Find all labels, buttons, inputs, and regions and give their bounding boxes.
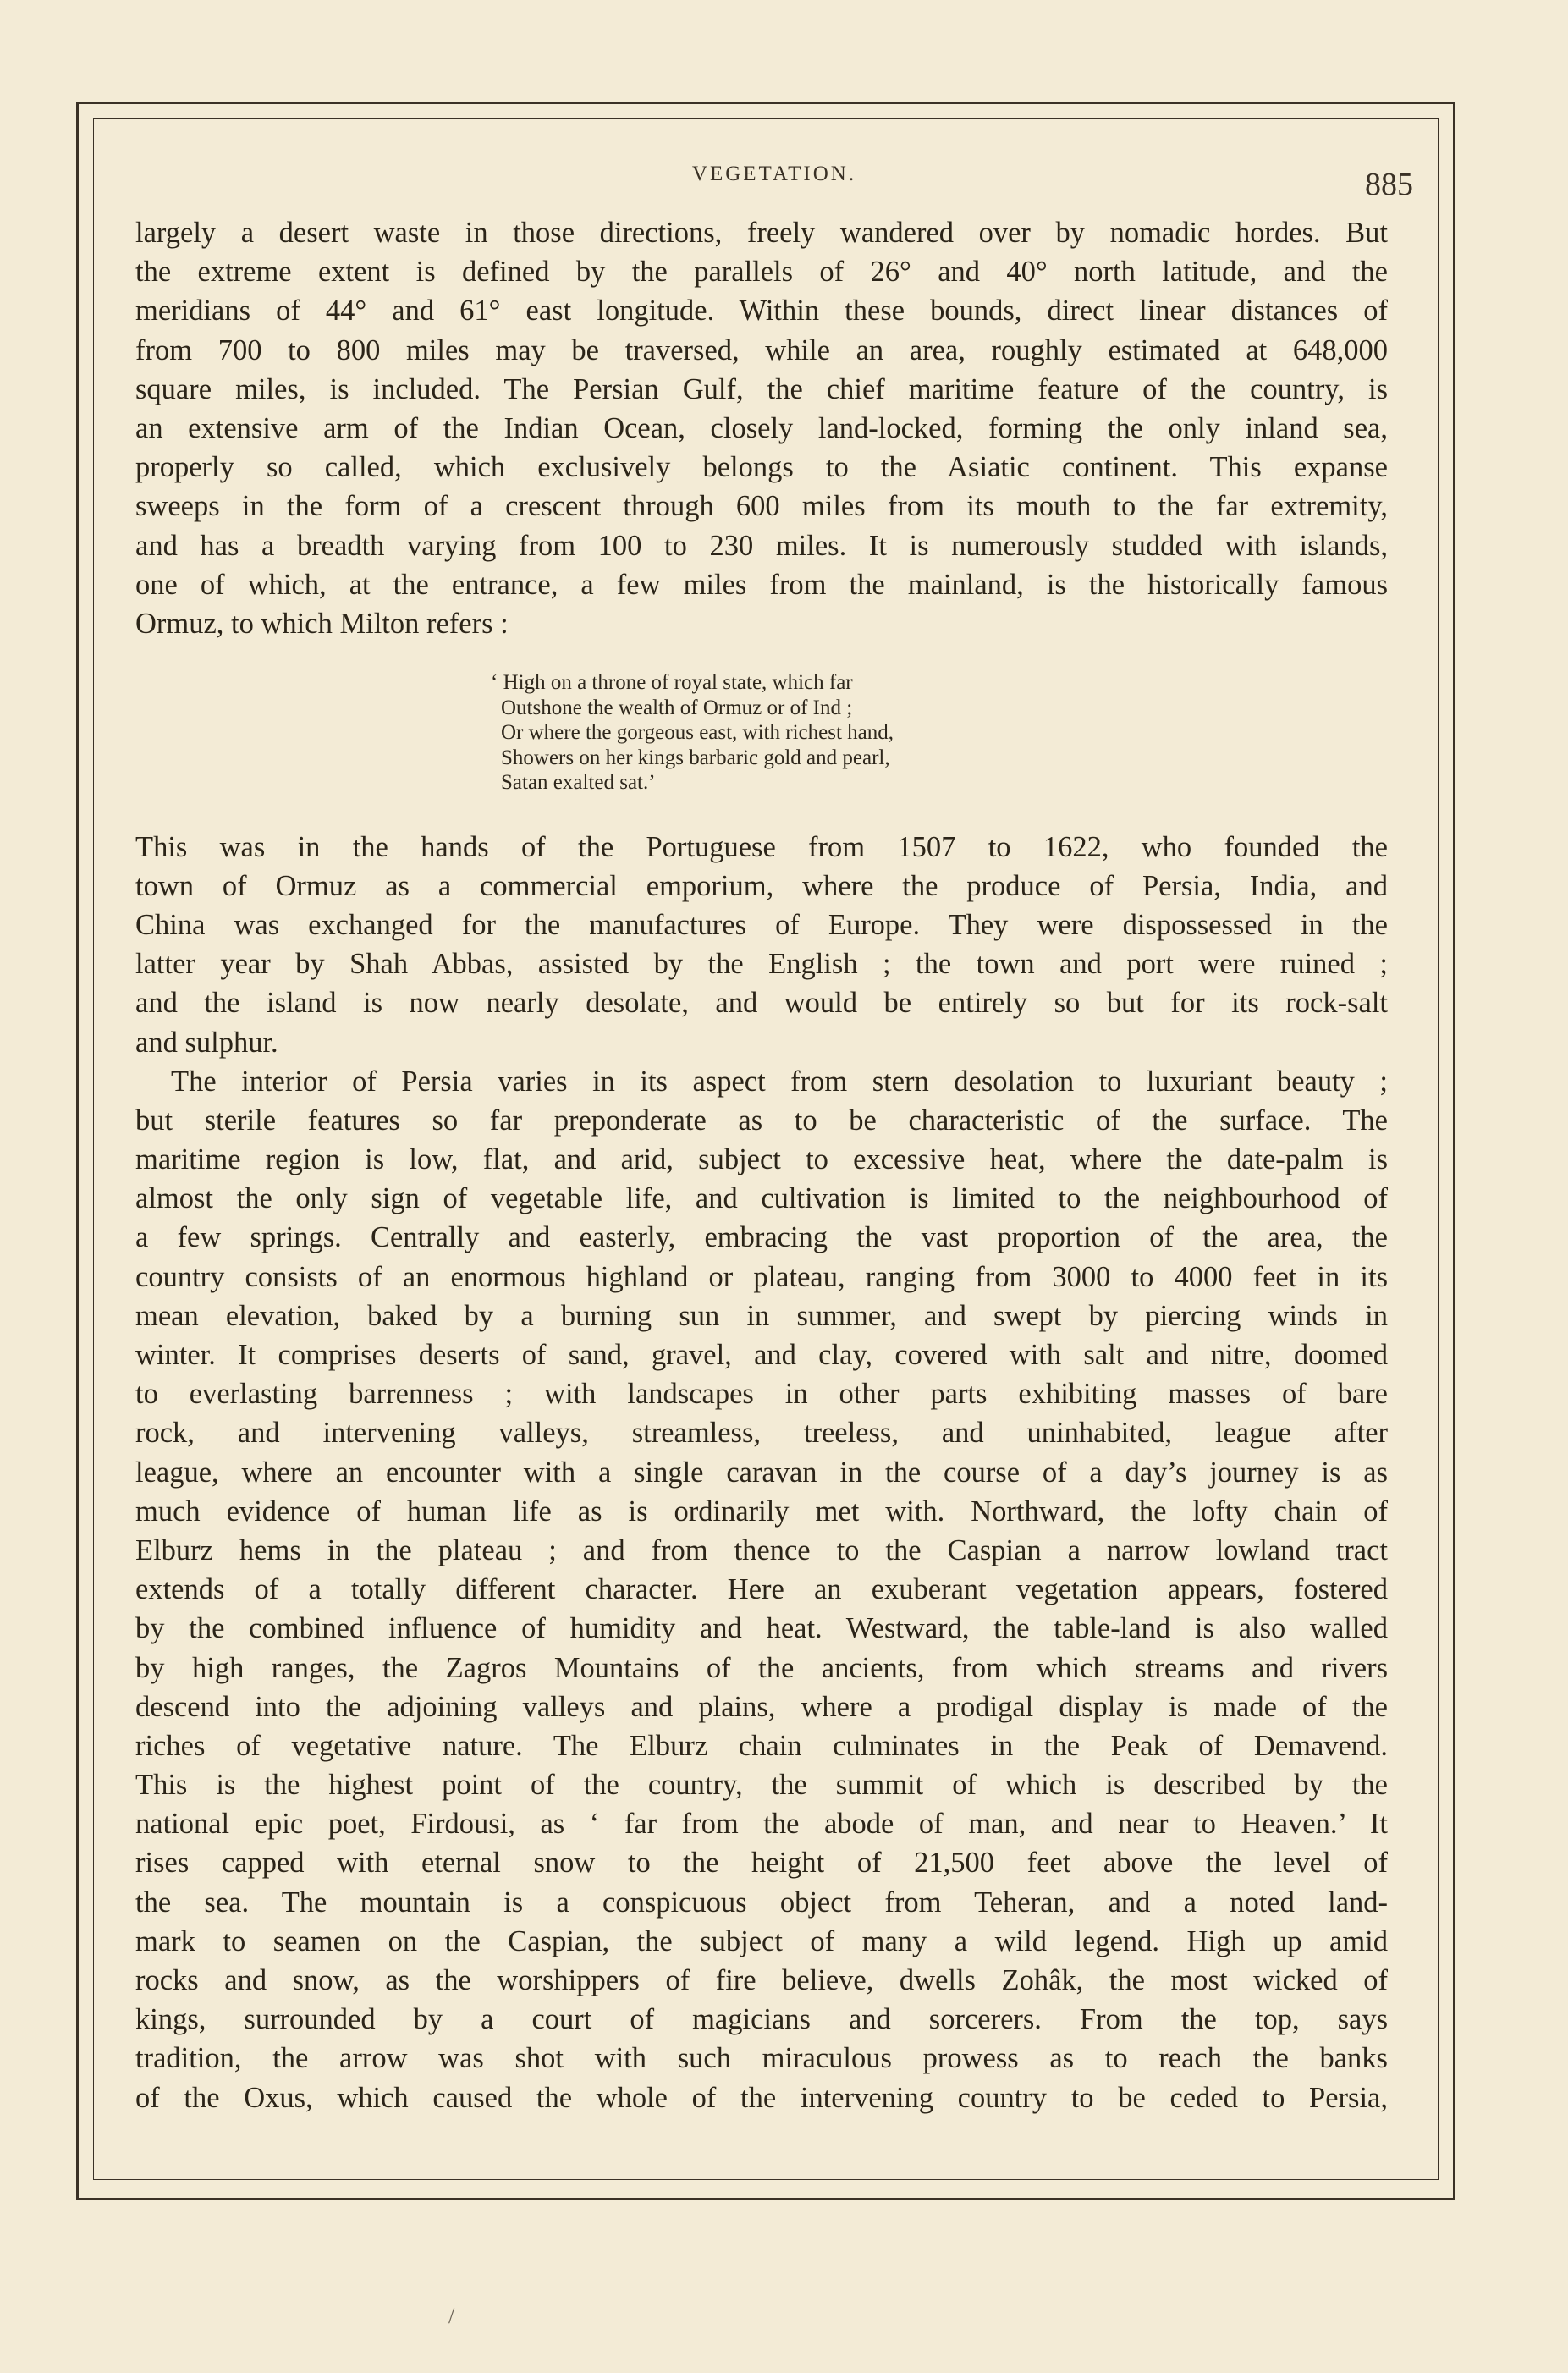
text-line: maritime region is low, flat, and arid, subject to excessive heat, where the date-palm is [135,1143,1388,1176]
text-line: rock, and intervening valleys, streamless, treeless, and uninhabited, league after [135,1417,1388,1450]
poem-line: Outshone the wealth of Ormuz or of Ind ; [501,696,853,719]
text-line: by high ranges, the Zagros Mountains of the ancients, from which streams and rivers [135,1651,1388,1684]
poem-line: Satan exalted sat.’ [501,771,656,795]
text-line: Ormuz, to which Milton refers : [135,607,509,640]
text-line: properly so called, which exclusively belongs to the Asiatic continent. This expanse [135,451,1388,484]
poem-line: ‘ High on a throne of royal state, which far [491,671,853,695]
text-line: but sterile features so far preponderate as to be characteristic of the surface. The [135,1104,1388,1137]
text-line: an extensive arm of the Indian Ocean, closely land-locked, forming the only inland sea, [135,411,1388,444]
text-line: national epic poet, Firdousi, as ‘ far from the abode of man, and near to Heaven.’ It [135,1808,1388,1841]
text-line: mark to seamen on the Caspian, the subject of many a wild legend. High up amid [135,1924,1388,1957]
text-line: meridians of 44° and 61° east longitude. Within these bounds, direct linear distances of [135,295,1388,328]
text-line: China was exchanged for the manufactures of Europe. They were dispossessed in the [135,908,1388,941]
text-line: mean elevation, baked by a burning sun in summer, and swept by piercing winds in [135,1299,1388,1332]
text-line: and sulphur. [135,1026,278,1059]
text-line: one of which, at the entrance, a few miles from the mainland, is the historically famous [135,568,1388,601]
text-line: descend into the adjoining valleys and plains, where a prodigal display is made of the [135,1690,1388,1723]
text-line: tradition, the arrow was shot with such miraculous prowess as to reach the banks [135,2042,1388,2075]
text-line: a few springs. Centrally and easterly, embracing the vast proportion of the area, the [135,1221,1388,1254]
text-line: rocks and snow, as the worshippers of fire believe, dwells Zohâk, the most wicked of [135,1964,1388,1996]
text-line: extends of a totally different character. Here an exuberant vegetation appears, fostered [135,1573,1388,1606]
text-line: largely a desert waste in those directions, freely wandered over by nomadic hordes. But [135,217,1388,249]
text-line: kings, surrounded by a court of magicians and sorcerers. From the top, says [135,2003,1388,2036]
text-line: rises capped with eternal snow to the height of 21,500 feet above the level of [135,1847,1388,1880]
running-head [135,152,1413,203]
text-line: league, where an encounter with a single caravan in the course of a day’s journey is as [135,1456,1388,1489]
text-line: This was in the hands of the Portuguese from 1507 to 1622, who founded the [135,830,1388,863]
text-line: square miles, is included. The Persian Gulf, the chief maritime feature of the country, is [135,372,1388,405]
text-line: the extreme extent is defined by the parallels of 26° and 40° north latitude, and the [135,256,1388,289]
paragraph-2 [135,828,1388,1062]
milton-quotation [135,670,1388,796]
text-line: almost the only sign of vegetable life, and cultivation is limited to the neighbourhood of [135,1182,1388,1215]
body-text [135,213,1388,2117]
text-line: country consists of an enormous highland or plateau, ranging from 3000 to 4000 feet in its [135,1260,1388,1293]
text-line: riches of vegetative nature. The Elburz chain culminates in the Peak of Demavend. [135,1729,1388,1762]
page-number: 885 [1365,167,1413,202]
text-line: to everlasting barrenness ; with landscapes in other parts exhibiting masses of bare [135,1378,1388,1411]
text-line: the sea. The mountain is a conspicuous object from Teheran, and a noted land- [135,1886,1388,1919]
text-line: latter year by Shah Abbas, assisted by the English ; the town and port were ruined ; [135,948,1388,981]
text-line: of the Oxus, which caused the whole of the intervening country to be ceded to Persia, [135,2081,1388,2114]
paragraph-1 [135,213,1388,643]
text-line: from 700 to 800 miles may be traversed, while an area, roughly estimated at 648,000 [135,333,1388,366]
poem-line: Showers on her kings barbaric gold and pearl, [501,746,890,769]
poem-line: Or where the gorgeous east, with richest hand, [501,721,894,745]
running-title: VEGETATION. [691,162,857,185]
text-line: town of Ormuz as a commercial emporium, where the produce of Persia, India, and [135,869,1388,902]
text-line: This is the highest point of the country, the summit of which is described by the [135,1769,1388,1802]
text-line: The interior of Persia varies in its aspect from stern desolation to luxuriant beauty ; [171,1065,1388,1098]
text-line: by the combined influence of humidity and heat. Westward, the table-land is also walled [135,1612,1388,1645]
text-line: and the island is now nearly desolate, and would be entirely so but for its rock-salt [135,987,1388,1020]
text-line: Elburz hems in the plateau ; and from thence to the Caspian a narrow lowland tract [135,1533,1388,1566]
text-line: much evidence of human life as is ordinarily met with. Northward, the lofty chain of [135,1495,1388,1528]
text-line: winter. It comprises deserts of sand, gravel, and clay, covered with salt and nitre, doomed [135,1339,1388,1371]
pencil-mark: / [448,2304,455,2328]
text-line: sweeps in the form of a crescent through 600 miles from its mouth to the far extremity, [135,490,1388,523]
paragraph-3 [135,1062,1388,2117]
text-line: and has a breadth varying from 100 to 230 miles. It is numerously studded with islands, [135,529,1388,562]
